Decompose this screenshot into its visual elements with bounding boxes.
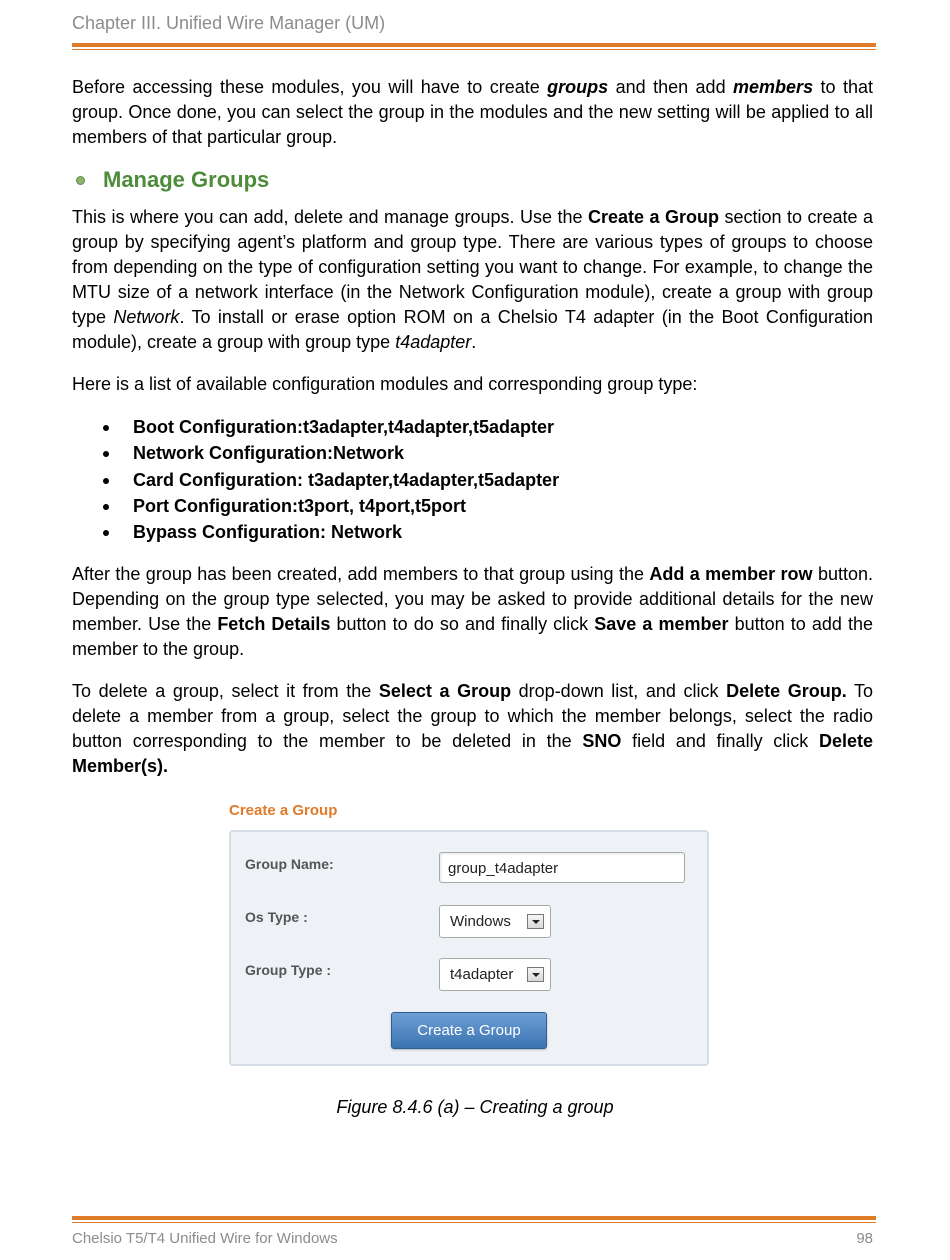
header-rule [72, 43, 876, 47]
text-run: field and finally click [621, 731, 819, 752]
bold-term: Save a member [594, 614, 729, 635]
bold-term: Create a Group [588, 207, 719, 227]
text-run: to that group. Once done, you can select the group in the modules and the new setting will be applied to all members of that particular group. [72, 77, 873, 147]
dropdown-arrow-icon[interactable] [527, 914, 544, 929]
bullet-icon [103, 478, 109, 484]
modules-list [72, 414, 873, 545]
bold-term: Delete Group. [726, 681, 847, 702]
figure-title: Create a Group [229, 802, 338, 819]
text-run: section to create a group by specifying agent’s platform and group type. There are various types of groups to choose from depending on the type of configuration setting you want to change. For example, to change the MTU size of a network interface (in the Network Configuration module), create a group with group type [72, 207, 873, 327]
delete-paragraph [72, 679, 873, 779]
header-rule-thin [72, 49, 876, 50]
list-item-text: Boot Configuration:t3adapter,t4adapter,t5adapter [133, 417, 555, 437]
create-group-figure [229, 802, 709, 1066]
figure-caption: Figure 8.4.6 (a) – Creating a group [336, 1097, 614, 1117]
bullet-icon [76, 176, 85, 185]
list-item-text: Card Configuration: t3adapter,t4adapter,t5adapter [133, 469, 560, 490]
bullet-icon [103, 451, 109, 457]
text-run: drop-down list, and click [511, 681, 727, 702]
bullet-icon [103, 530, 109, 536]
intro-paragraph [72, 75, 873, 150]
list-item [72, 440, 873, 466]
group-name-label: Group Name: [245, 856, 334, 872]
os-type-value: Windows [450, 913, 511, 930]
list-item [72, 467, 873, 493]
members-paragraph [72, 562, 873, 662]
section-heading [72, 167, 873, 193]
create-group-panel [229, 830, 709, 1066]
text-run: button to do so and finally click [330, 614, 595, 635]
create-group-button[interactable]: Create a Group [391, 1012, 547, 1049]
text-run: . [471, 332, 477, 352]
text-run: To delete a member from a group, select the group to which the member belongs, select the radio button corresponding to the member to be deleted in the [72, 681, 873, 752]
bold-term: Delete Member(s). [72, 731, 874, 777]
group-type-label: Group Type : [245, 962, 332, 978]
list-item [72, 519, 873, 545]
list-item-text: Port Configuration:t3port, t4port,t5port [133, 495, 466, 516]
bullet-icon [103, 504, 109, 510]
text-run: This is where you can add, delete and manage groups. Use the [72, 207, 589, 227]
text-run: After the group has been created, add members to that group using the [72, 564, 650, 585]
manage-groups-paragraph [72, 205, 873, 355]
list-item [72, 493, 873, 519]
list-item-text: Network Configuration:Network [133, 443, 405, 464]
group-name-input[interactable]: group_t4adapter [439, 852, 685, 883]
emphasis-members: members [733, 77, 814, 97]
text-run: and then add [608, 77, 734, 97]
list-item-text: Bypass Configuration: Network [133, 522, 403, 543]
page-number: 98 [856, 1230, 873, 1247]
footer-rule [72, 1216, 876, 1220]
page-body [72, 75, 873, 796]
bold-term: SNO [582, 731, 622, 752]
text-run: button to add the member to the group. [72, 614, 873, 660]
bold-term: Add a member row [649, 564, 813, 585]
emphasis-groups: groups [547, 77, 609, 97]
footer-title: Chelsio T5/T4 Unified Wire for Windows [72, 1230, 338, 1247]
text-run: . To install or erase option ROM on a Chelsio T4 adapter (in the Boot Configuration module), create a group with group type [72, 307, 873, 352]
footer-rule-thin [72, 1222, 876, 1223]
os-type-select[interactable] [439, 905, 551, 938]
text-run: Before accessing these modules, you will have to create [72, 77, 548, 97]
italic-term: t4adapter [395, 332, 472, 352]
group-type-value: t4adapter [450, 966, 514, 983]
bold-term: Fetch Details [217, 614, 331, 635]
os-type-label: Os Type : [245, 909, 308, 925]
group-type-select[interactable] [439, 958, 551, 991]
italic-term: Network [113, 307, 180, 327]
dropdown-arrow-icon[interactable] [527, 967, 544, 982]
modules-intro: Here is a list of available configuration modules and corresponding group type: [72, 374, 698, 394]
text-run: To delete a group, select it from the [72, 681, 379, 702]
text-run: button. Depending on the group type selected, you may be asked to provide additional details for the new member. Use the [72, 564, 873, 635]
list-item [72, 414, 873, 440]
chapter-header: Chapter III. Unified Wire Manager (UM) [72, 13, 386, 33]
section-title: Manage Groups [103, 167, 270, 192]
bullet-icon [103, 425, 109, 431]
bold-term: Select a Group [378, 681, 512, 702]
